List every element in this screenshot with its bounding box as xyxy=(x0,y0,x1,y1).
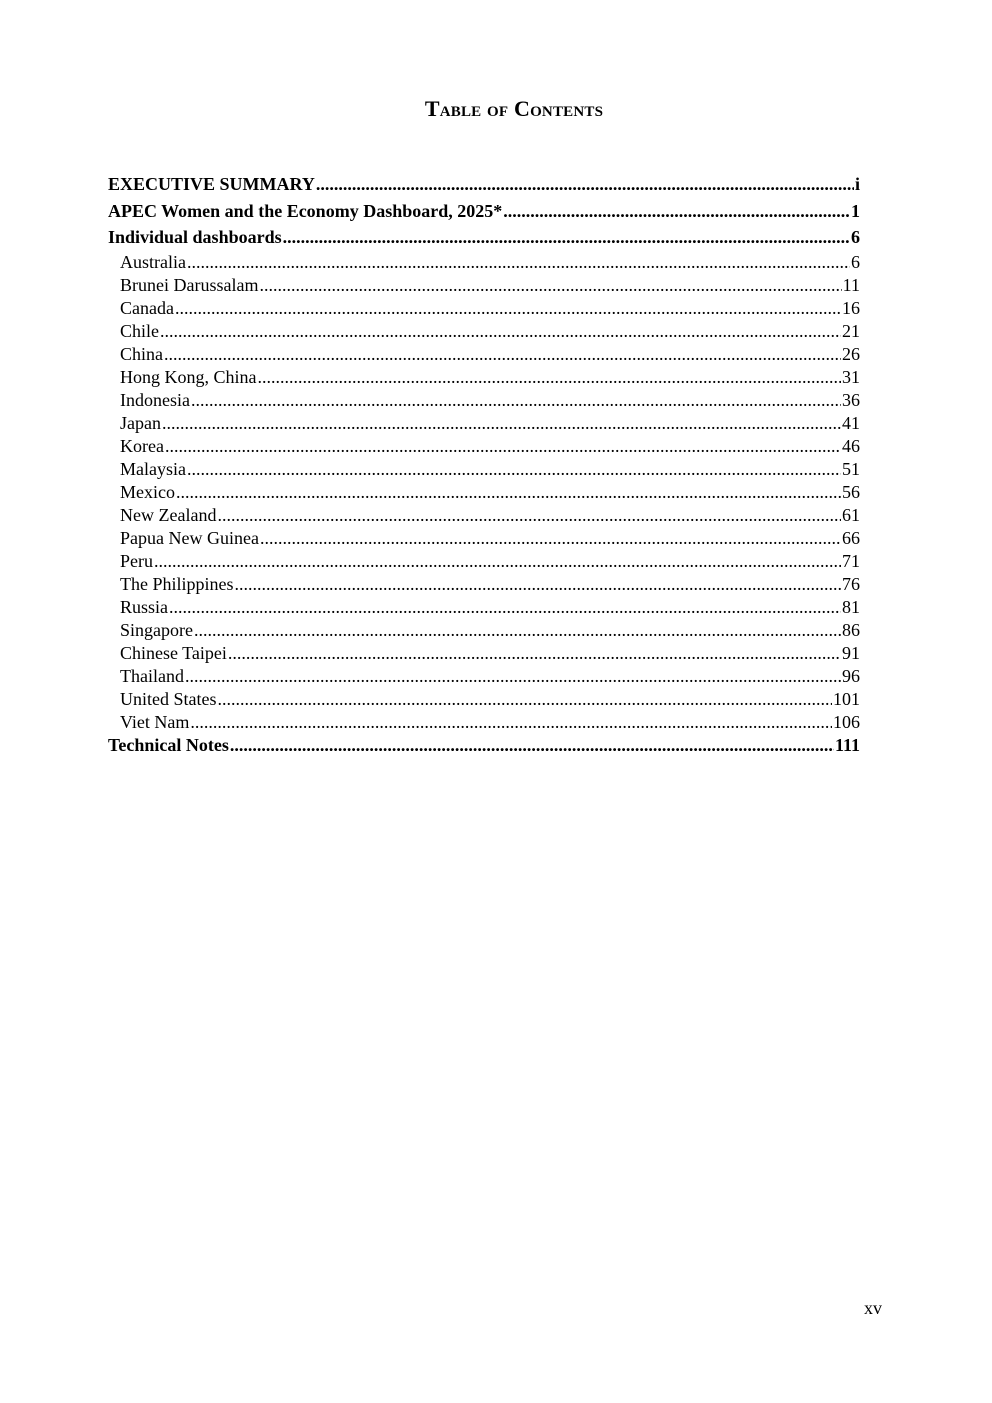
toc-entry-united-states[interactable] xyxy=(108,688,860,711)
dot-leader xyxy=(218,688,833,711)
toc-entry-the-philippines[interactable] xyxy=(108,573,860,596)
dot-leader xyxy=(194,619,841,642)
toc-entry-label: Indonesia xyxy=(120,389,190,410)
toc-entry-page: 91 xyxy=(842,642,860,663)
toc-entry-page: 61 xyxy=(842,504,860,525)
toc-entry-page: i xyxy=(854,174,860,194)
toc-entry-label: APEC Women and the Economy Dashboard, 2025* xyxy=(108,200,503,221)
toc-entry-apec-dashboard[interactable] xyxy=(108,198,860,225)
toc-entry-label: Canada xyxy=(120,297,174,318)
toc-entry-australia[interactable] xyxy=(108,251,860,274)
toc-entry-page: 36 xyxy=(842,389,860,410)
dot-leader xyxy=(160,320,841,343)
toc-entry-chinese-taipei[interactable] xyxy=(108,642,860,665)
dot-leader xyxy=(260,527,841,550)
toc-entry-chile[interactable] xyxy=(108,320,860,343)
dot-leader xyxy=(169,596,841,619)
dot-leader xyxy=(230,734,834,757)
dot-leader xyxy=(283,224,850,251)
toc-entry-peru[interactable] xyxy=(108,550,860,573)
dot-leader xyxy=(191,389,841,412)
toc-entry-new-zealand[interactable] xyxy=(108,504,860,527)
toc-entry-label: Australia xyxy=(120,251,186,272)
toc-entry-label: Japan xyxy=(120,412,161,433)
toc-entry-page: 86 xyxy=(842,619,860,640)
toc-entry-canada[interactable] xyxy=(108,297,860,320)
toc-entry-label: Technical Notes xyxy=(108,734,229,755)
dot-leader xyxy=(165,435,841,458)
dot-leader xyxy=(185,665,841,688)
toc-entry-label: Brunei Darussalam xyxy=(120,274,259,295)
toc-entry-page: 6 xyxy=(851,227,860,247)
toc-entry-label: Chinese Taipei xyxy=(120,642,227,663)
dot-leader xyxy=(503,198,850,225)
toc-entry-page: 96 xyxy=(842,665,860,686)
toc-entry-label: United States xyxy=(120,688,217,709)
toc-entry-mexico[interactable] xyxy=(108,481,860,504)
toc-entry-label: Thailand xyxy=(120,665,184,686)
toc-entry-russia[interactable] xyxy=(108,596,860,619)
toc-entry-technical-notes[interactable] xyxy=(108,734,860,757)
dot-leader xyxy=(235,573,842,596)
dot-leader xyxy=(258,366,842,389)
page-title: Table of Contents xyxy=(424,96,604,121)
dot-leader xyxy=(162,412,841,435)
toc-entry-brunei-darussalam[interactable] xyxy=(108,274,860,297)
toc-entry-page: 11 xyxy=(842,274,860,295)
toc-entry-page: 56 xyxy=(842,481,860,502)
table-of-contents xyxy=(108,171,860,757)
toc-entry-malaysia[interactable] xyxy=(108,458,860,481)
toc-entry-page: 71 xyxy=(842,550,860,571)
toc-entry-label: China xyxy=(120,343,163,364)
dot-leader xyxy=(154,550,841,573)
toc-entry-korea[interactable] xyxy=(108,435,860,458)
toc-entry-china[interactable] xyxy=(108,343,860,366)
dot-leader xyxy=(316,171,854,198)
toc-entry-label: Singapore xyxy=(120,619,193,640)
toc-entry-label: Papua New Guinea xyxy=(120,527,259,548)
toc-entry-japan[interactable] xyxy=(108,412,860,435)
toc-entry-label: Mexico xyxy=(120,481,175,502)
dot-leader xyxy=(187,458,841,481)
toc-entry-page: 46 xyxy=(842,435,860,456)
toc-entry-papua-new-guinea[interactable] xyxy=(108,527,860,550)
toc-entry-hong-kong-china[interactable] xyxy=(108,366,860,389)
toc-entry-page: 1 xyxy=(851,200,860,221)
toc-entry-page: 101 xyxy=(833,688,860,709)
dot-leader xyxy=(190,711,832,734)
toc-entry-executive-summary[interactable] xyxy=(108,171,860,198)
toc-entry-page: 26 xyxy=(842,343,860,364)
toc-entry-page: 21 xyxy=(842,320,860,341)
toc-entry-viet-nam[interactable] xyxy=(108,711,860,734)
dot-leader xyxy=(175,297,841,320)
toc-entry-label: The Philippines xyxy=(120,573,234,594)
toc-entry-label: Chile xyxy=(120,320,159,341)
toc-entry-label: Korea xyxy=(120,435,164,456)
toc-entry-page: 66 xyxy=(842,527,860,548)
toc-entry-label: New Zealand xyxy=(120,504,217,525)
dot-leader xyxy=(259,274,841,297)
dot-leader xyxy=(164,343,841,366)
dot-leader xyxy=(187,251,850,274)
toc-entry-label: Peru xyxy=(120,550,153,571)
toc-entry-page: 106 xyxy=(833,711,860,732)
dot-leader xyxy=(217,504,841,527)
toc-entry-page: 6 xyxy=(851,251,860,272)
toc-entry-label: Hong Kong, China xyxy=(120,366,257,387)
toc-entry-singapore[interactable] xyxy=(108,619,860,642)
toc-entry-label: Individual dashboards xyxy=(108,227,282,247)
page-number: xv xyxy=(864,1298,882,1318)
toc-entry-page: 16 xyxy=(842,297,860,318)
toc-entry-label: Malaysia xyxy=(120,458,186,479)
toc-entry-label: EXECUTIVE SUMMARY xyxy=(108,174,315,194)
dot-leader xyxy=(228,642,841,665)
toc-entry-page: 111 xyxy=(834,734,860,755)
toc-entry-page: 51 xyxy=(842,458,860,479)
toc-entry-page: 31 xyxy=(842,366,860,387)
toc-entry-thailand[interactable] xyxy=(108,665,860,688)
toc-entry-page: 76 xyxy=(842,573,860,594)
toc-entry-label: Russia xyxy=(120,596,169,617)
toc-entry-page: 41 xyxy=(842,412,860,433)
toc-entry-page: 81 xyxy=(842,596,860,617)
toc-entry-label: Viet Nam xyxy=(120,711,190,732)
toc-entry-individual-dashboards[interactable] xyxy=(108,224,860,251)
toc-entry-indonesia[interactable] xyxy=(108,389,860,412)
dot-leader xyxy=(176,481,841,504)
